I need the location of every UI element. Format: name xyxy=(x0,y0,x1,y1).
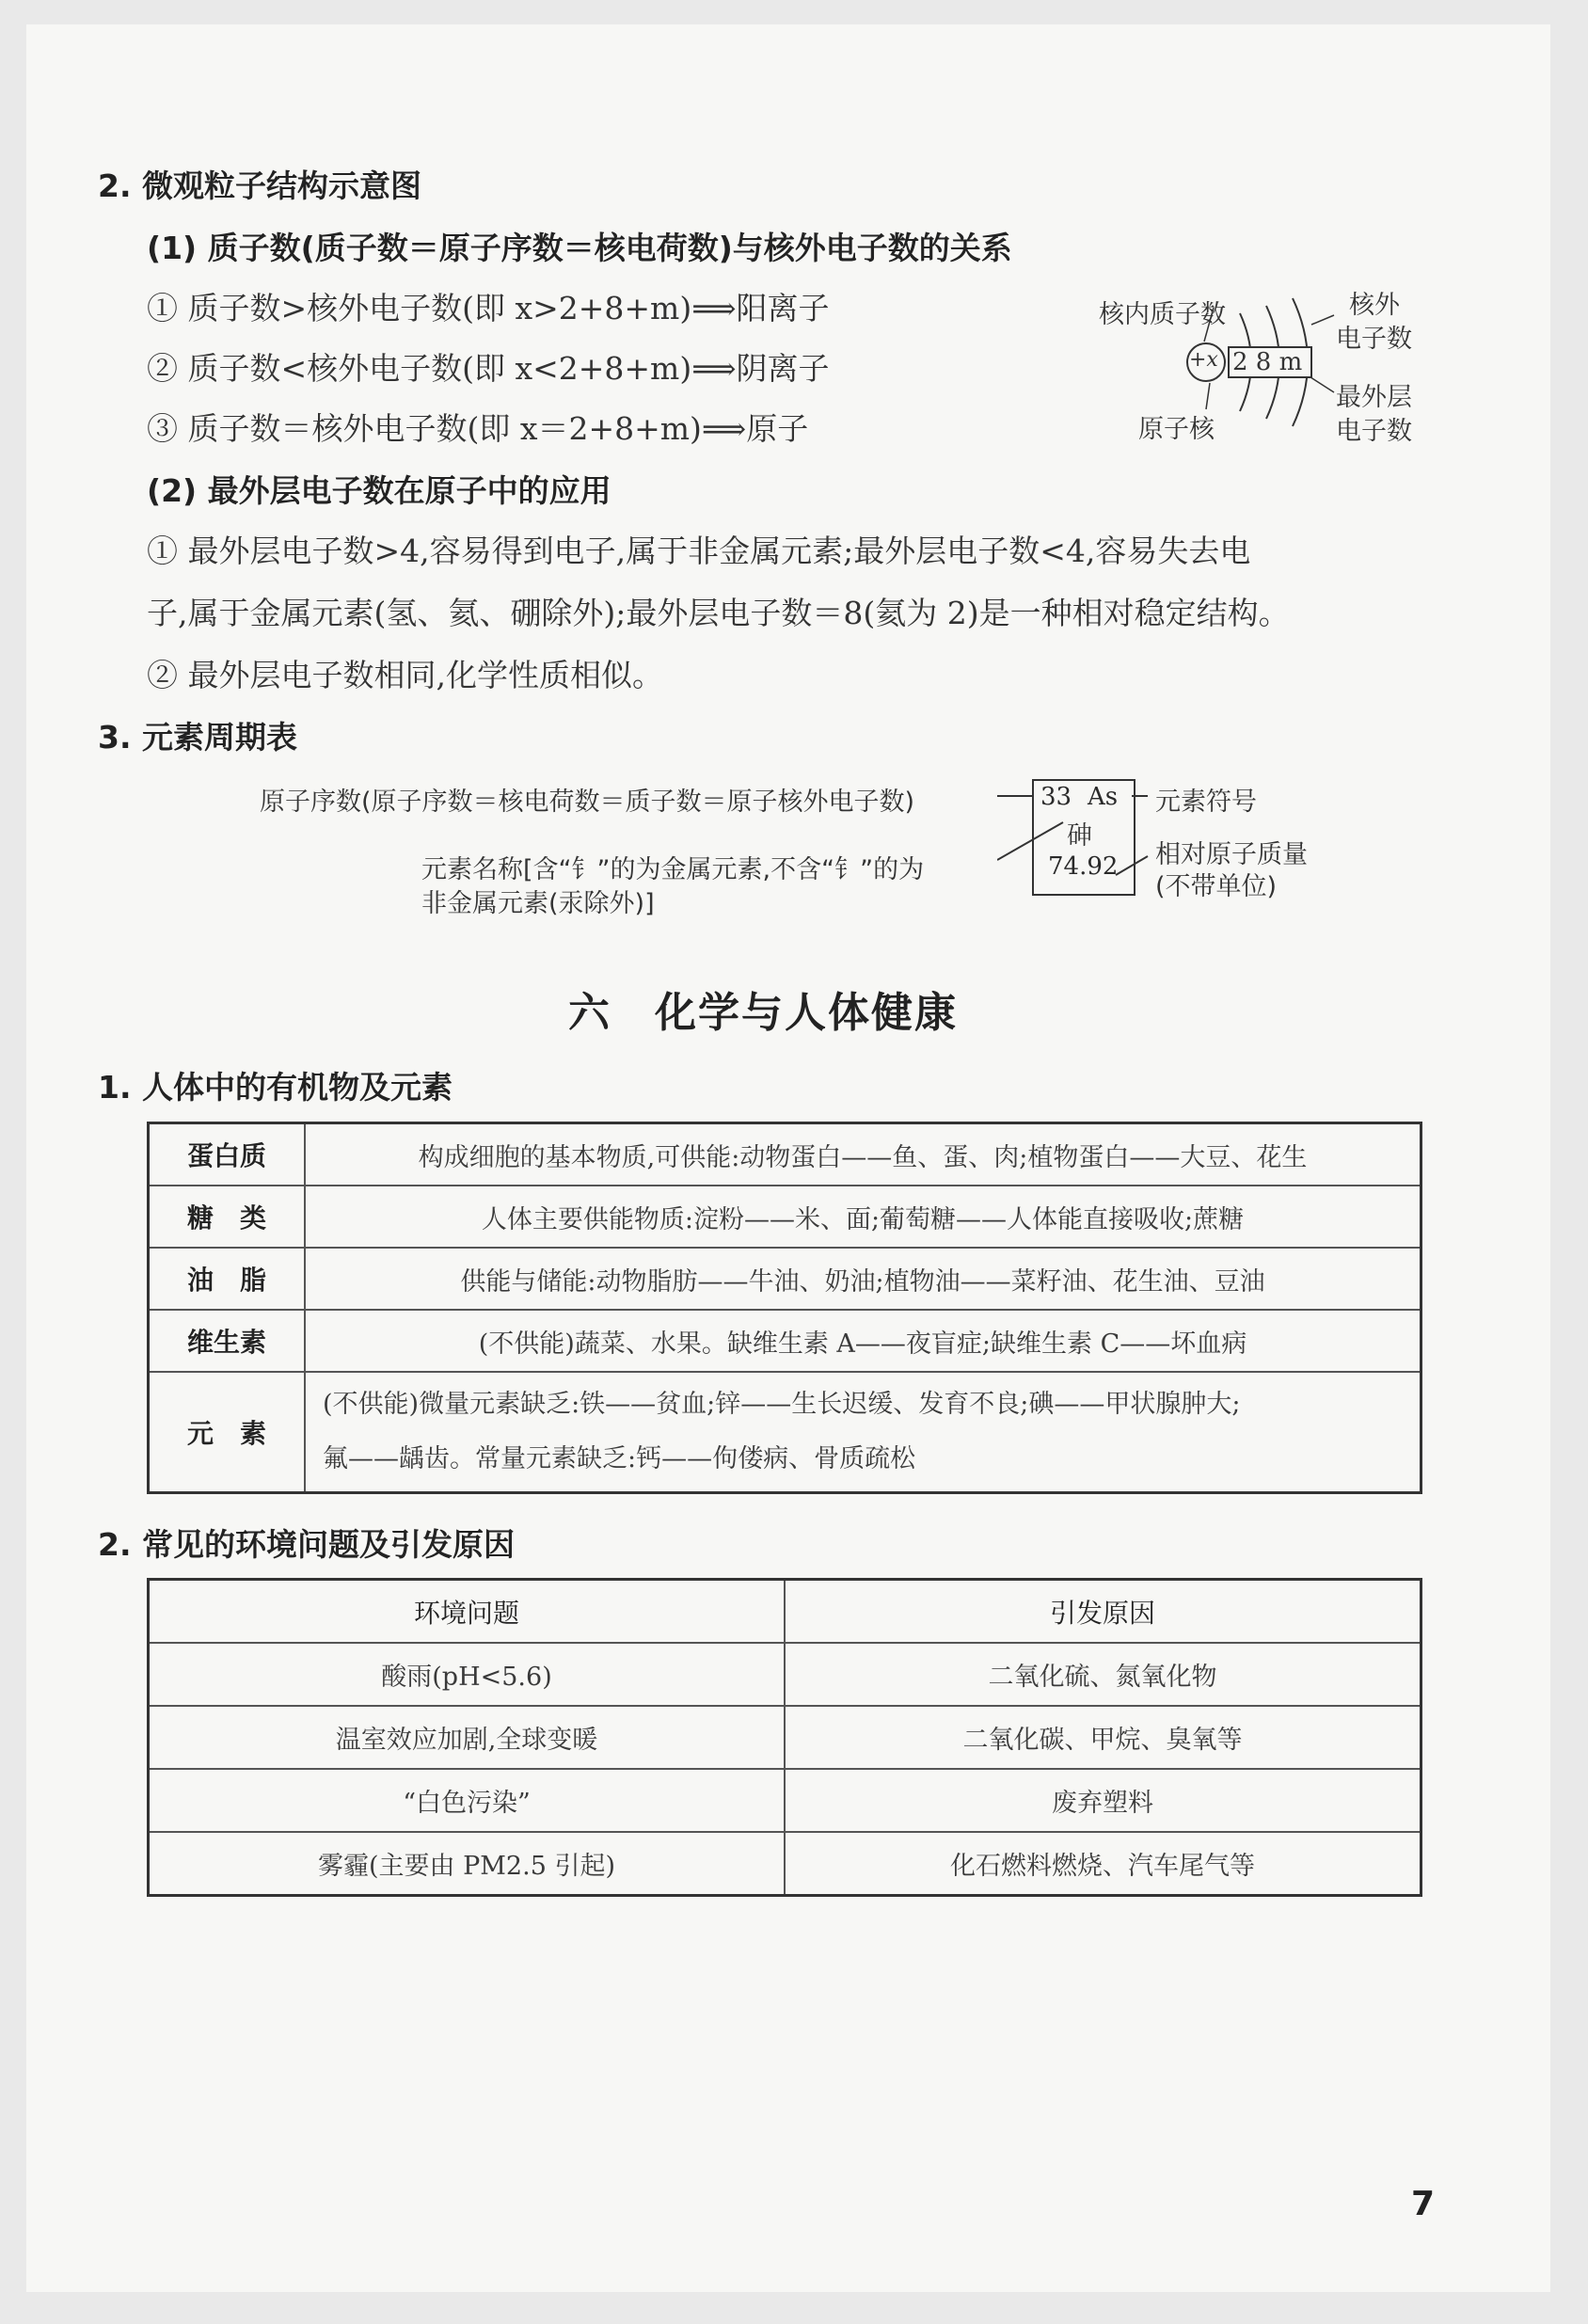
relation-item-1: ① 质子数>核外电子数(即 x>2+8+m)⟹阳离子 xyxy=(147,290,830,326)
health-section-1-heading: 1. 人体中的有机物及元素 xyxy=(98,1069,453,1106)
table-row xyxy=(149,1310,1421,1372)
nucleus-charge: +x xyxy=(1189,348,1218,372)
label-outer-electrons-2: 电子数 xyxy=(1336,325,1412,354)
cell-name: 砷 xyxy=(1067,821,1092,851)
chapter-title: 六 化学与人体健康 xyxy=(568,989,958,1037)
page-number: 7 xyxy=(1411,2185,1436,2223)
table-row xyxy=(149,1643,1421,1706)
application-2: ② 最外层电子数相同,化学性质相似。 xyxy=(147,657,663,693)
cause-cell: 二氧化碳、甲烷、臭氧等 xyxy=(785,1706,1421,1769)
shell-electrons: 2 8 m xyxy=(1232,348,1303,376)
relation-item-2: ② 质子数<核外电子数(即 x<2+8+m)⟹阴离子 xyxy=(147,350,830,387)
label-nuclear-protons: 核内质子数 xyxy=(1099,300,1226,329)
section-2-sub1: (1) 质子数(质子数＝原子序数＝核电荷数)与核外电子数的关系 xyxy=(147,230,1012,266)
row-label: 元 素 xyxy=(149,1372,306,1493)
row-content: 供能与储能:动物脂肪——牛油、奶油;植物油——菜籽油、花生油、豆油 xyxy=(305,1248,1421,1310)
table-row xyxy=(149,1248,1421,1310)
cell-mass: 74.92 xyxy=(1048,852,1119,881)
row-content: 构成细胞的基本物质,可供能:动物蛋白——鱼、蛋、肉;植物蛋白——大豆、花生 xyxy=(305,1123,1421,1186)
cause-cell: 二氧化硫、氮氧化物 xyxy=(785,1643,1421,1706)
row-content: (不供能)蔬菜、水果。缺维生素 A——夜盲症;缺维生素 C——坏血病 xyxy=(305,1310,1421,1372)
table-row xyxy=(149,1832,1421,1896)
environment-table xyxy=(147,1578,1422,1897)
table-row xyxy=(149,1769,1421,1832)
problem-cell: 酸雨(pH<5.6) xyxy=(149,1643,786,1706)
cell-symbol: As xyxy=(1088,783,1119,811)
element-name-label-line-1: 元素名称[含“钅”的为金属元素,不含“钅”的为 xyxy=(421,855,925,884)
label-outer-electrons-1: 核外 xyxy=(1349,291,1400,320)
nutrients-table xyxy=(147,1122,1422,1494)
application-1-line-1: ① 最外层电子数>4,容易得到电子,属于非金属元素;最外层电子数<4,容易失去电 xyxy=(147,533,1251,569)
table-header-row xyxy=(149,1580,1421,1644)
problem-cell: “白色污染” xyxy=(149,1769,786,1832)
label-outermost-1: 最外层 xyxy=(1336,383,1412,412)
row-label: 蛋白质 xyxy=(149,1123,306,1186)
relation-item-3: ③ 质子数＝核外电子数(即 x＝2+8+m)⟹原子 xyxy=(147,410,809,447)
row-content-line-1: (不供能)微量元素缺乏:铁——贫血;锌——生长迟缓、发育不良;碘——甲状腺肿大; xyxy=(323,1390,1241,1419)
row-label: 维生素 xyxy=(149,1310,306,1372)
table-row xyxy=(149,1372,1421,1493)
table-row xyxy=(149,1706,1421,1769)
row-content: 人体主要供能物质:淀粉——米、面;葡萄糖——人体能直接吸收;蔗糖 xyxy=(305,1186,1421,1248)
atomic-number-label: 原子序数(原子序数＝核电荷数＝质子数＝原子核外电子数) xyxy=(260,788,915,817)
section-3-heading: 3. 元素周期表 xyxy=(98,719,297,756)
section-2-sub2: (2) 最外层电子数在原子中的应用 xyxy=(147,472,611,509)
health-section-2-heading: 2. 常见的环境问题及引发原因 xyxy=(98,1526,515,1563)
label-outermost-2: 电子数 xyxy=(1336,417,1412,446)
application-1-line-2: 子,属于金属元素(氢、氦、硼除外);最外层电子数＝8(氦为 2)是一种相对稳定结构。 xyxy=(147,595,1290,631)
label-nucleus: 原子核 xyxy=(1138,415,1215,444)
mass-label-line-1: 相对原子质量 xyxy=(1155,840,1308,869)
table-row xyxy=(149,1123,1421,1186)
row-content xyxy=(305,1372,1421,1493)
cause-cell: 废弃塑料 xyxy=(785,1769,1421,1832)
table-row xyxy=(149,1186,1421,1248)
cause-cell: 化石燃料燃烧、汽车尾气等 xyxy=(785,1832,1421,1896)
cell-atomic-number: 33 xyxy=(1040,783,1072,811)
column-header-problem: 环境问题 xyxy=(149,1580,786,1644)
row-content-line-2: 氟——龋齿。常量元素缺乏:钙——佝偻病、骨质疏松 xyxy=(323,1444,916,1473)
problem-cell: 温室效应加剧,全球变暖 xyxy=(149,1706,786,1769)
section-2-heading: 2. 微观粒子结构示意图 xyxy=(98,167,421,204)
mass-label-line-2: (不带单位) xyxy=(1155,872,1278,901)
row-label: 糖 类 xyxy=(149,1186,306,1248)
symbol-label: 元素符号 xyxy=(1155,788,1257,817)
row-label: 油 脂 xyxy=(149,1248,306,1310)
problem-cell: 雾霾(主要由 PM2.5 引起) xyxy=(149,1832,786,1896)
element-name-label-line-2: 非金属元素(汞除外)] xyxy=(421,889,655,918)
column-header-cause: 引发原因 xyxy=(785,1580,1421,1644)
